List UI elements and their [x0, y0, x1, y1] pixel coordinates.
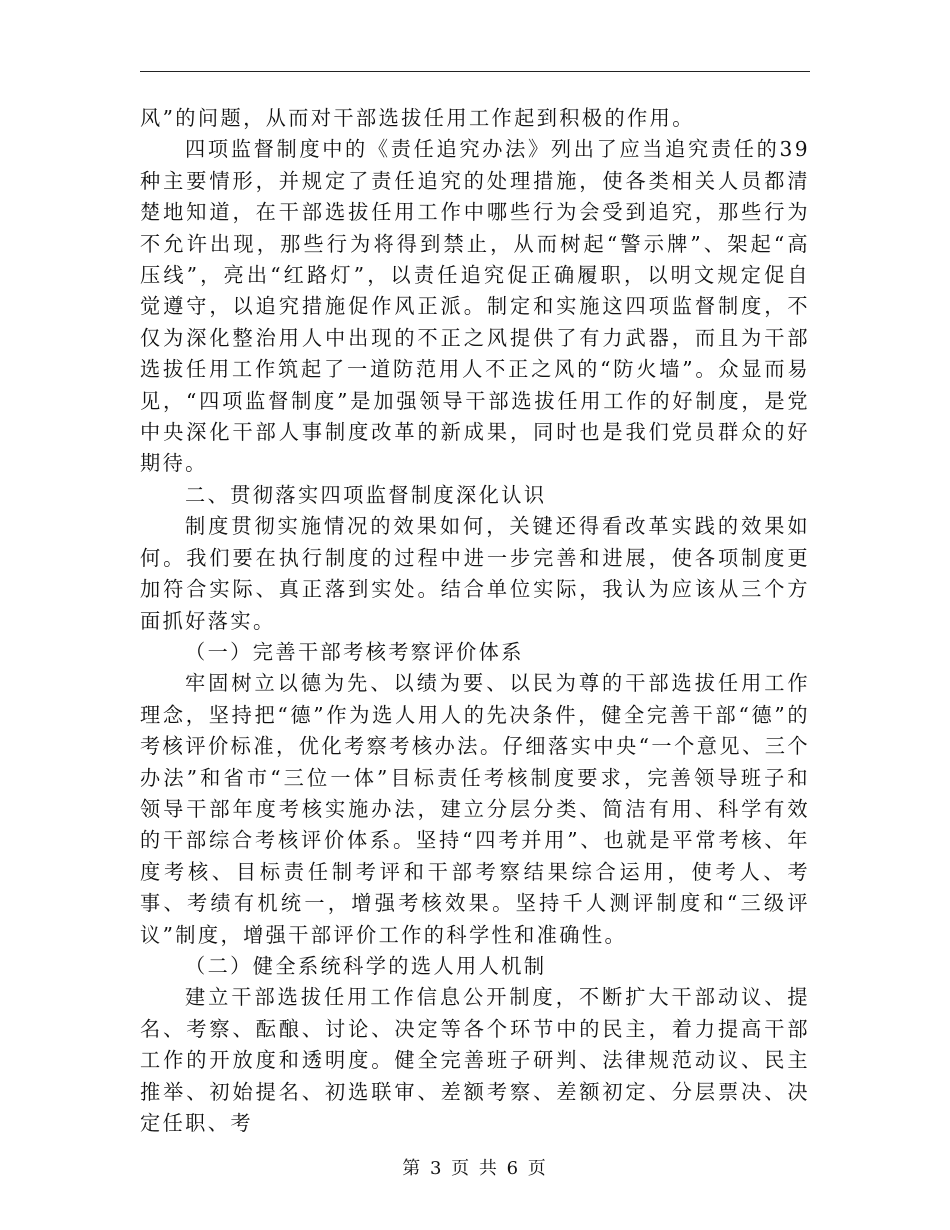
paragraph: 四项监督制度中的《责任追究办法》列出了应当追究责任的39种主要情形，并规定了责任追究的处理措施，使各类相关人员都清楚地知道，在干部选拔任用工作中哪些行为会受到追究，那些行为不允许出现，那些行为将得到禁止，从而树起“警示牌”、架起“高压线”，亮出“红路灯”，以责任追究促正确履职，以明文规定促自觉遵守，以追究措施促作风正派。制定和实施这四项监督制度，不仅为深化整治用人中出现的不正之风提供了有力武器，而且为干部选拔任用工作筑起了一道防范用人不正之风的“防火墙”。众显而易见，“四项监督制度”是加强领导干部选拔任用工作的好制度，是党中央深化干部人事制度改革的新成果，同时也是我们党员群众的好期待。: [140, 137, 810, 476]
header-rule: [140, 71, 810, 72]
subsection-heading: （一）完善干部考核考察评价体系: [185, 639, 524, 664]
paragraph: 建立干部选拔任用工作信息公开制度，不断扩大干部动议、提名、考察、酝酿、讨论、决定等各个环节中的民主，着力提高干部工作的开放度和透明度。健全完善班子研判、法律规范动议、民主推举、初始提名、初选联审、差额考察、差额初定、分层票决、决定任职、考: [140, 985, 810, 1135]
paragraph: 牢固树立以德为先、以绩为要、以民为尊的干部选拔任用工作理念，坚持把“德”作为选人用人的先决条件，健全完善干部“德”的考核评价标准，优化考察考核办法。仔细落实中央“一个意见、三个办法”和省市“三位一体”目标责任考核制度要求，完善领导班子和领导干部年度考核实施办法，建立分层分类、简洁有用、科学有效的干部综合考核评价体系。坚持“四考并用”、也就是平常考核、年度考核、目标责任制考评和干部考察结果综合运用，使考人、考事、考绩有机统一，增强考核效果。坚持千人测评制度和“三级评议”制度，增强干部评价工作的科学性和准确性。: [140, 671, 810, 947]
paragraph: 制度贯彻实施情况的效果如何，关键还得看改革实践的效果如何。我们要在执行制度的过程中进一步完善和进展，使各项制度更加符合实际、真正落到实处。结合单位实际，我认为应该从三个方面抓好落实。: [140, 514, 810, 633]
paragraph: 风”的问题，从而对干部选拔任用工作起到积极的作用。: [140, 106, 695, 130]
document-body: [140, 103, 810, 1139]
page-number-footer: 第 3 页 共 6 页: [402, 1158, 548, 1179]
section-heading: 二、贯彻落实四项监督制度深化认识: [185, 482, 547, 507]
subsection-heading: （二）健全系统科学的选人用人机制: [185, 953, 547, 978]
